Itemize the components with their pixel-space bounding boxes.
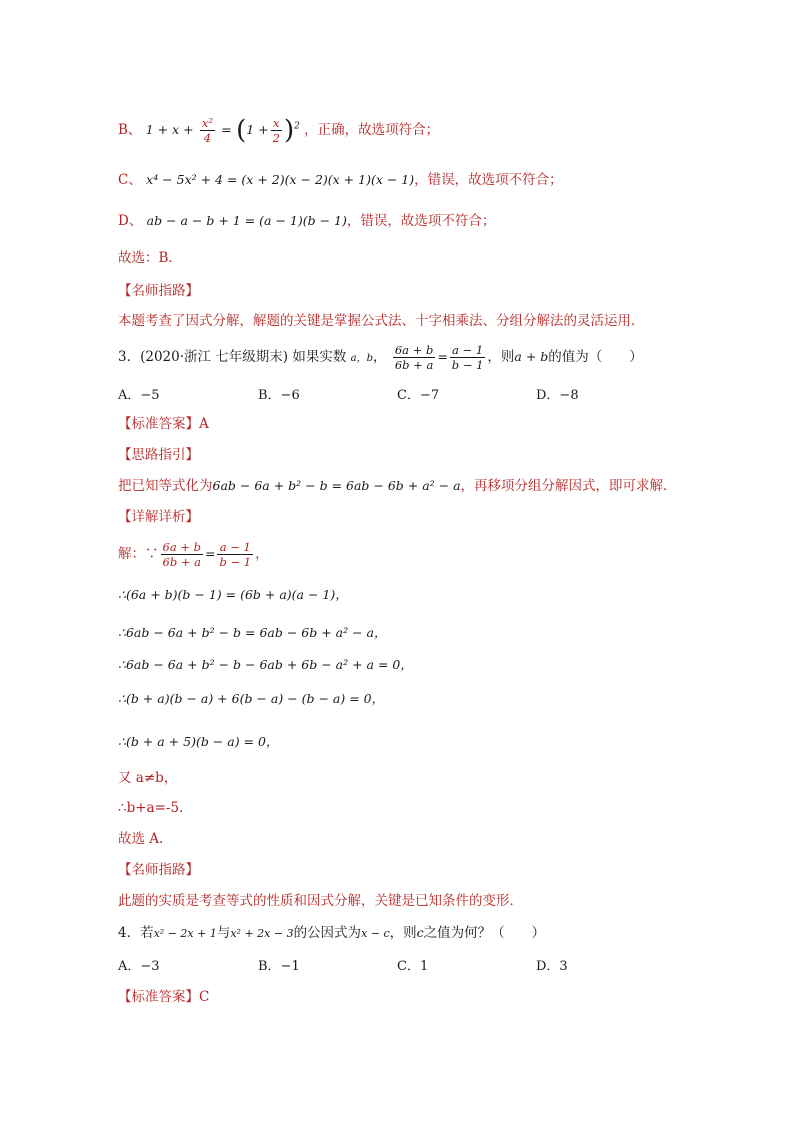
- q4-stem-pre: 4．若: [118, 925, 154, 941]
- q3-choose: 故选 A.: [118, 831, 164, 847]
- q4-post2: 之值为何？（ ）: [423, 925, 546, 941]
- q3-option-a[interactable]: A．−5: [118, 388, 160, 403]
- left-paren: (: [236, 115, 247, 146]
- q3-fraction-1: [393, 343, 435, 372]
- question-3-stem: [118, 343, 643, 372]
- q3-f1-num: 6a + b: [394, 343, 434, 357]
- q3-detail-heading: 【详解详析】: [118, 509, 199, 525]
- q4-mid: 与: [216, 925, 231, 941]
- frac-num: x²: [201, 116, 213, 130]
- q3-hint-post: ，再移项分组分解因式，即可求解．: [460, 478, 677, 494]
- q3-sol-fraction-2: [217, 540, 253, 569]
- option-d-line: [118, 211, 495, 231]
- q3-sol-pre: 解：∵: [118, 546, 159, 562]
- q3-hint-line: [118, 476, 677, 496]
- equals: =: [221, 122, 232, 137]
- option-b-expr-left: 1 + x +: [145, 122, 194, 137]
- q3-sol-fraction-1: [161, 540, 203, 569]
- q4-option-a[interactable]: A．−3: [118, 959, 160, 974]
- q3-sol-f2-den: b − 1: [219, 555, 252, 569]
- q3-vars: a，b: [350, 353, 374, 364]
- option-c-prefix: C、: [118, 172, 142, 188]
- q3-fraction-2: [450, 343, 486, 372]
- q3-sol-f2-num: a − 1: [217, 540, 253, 555]
- option-d-comment: ，错误，故选项不符合；: [346, 213, 496, 229]
- frac2-num: x: [271, 116, 282, 131]
- q3-answer-heading: 【标准答案】A: [118, 416, 209, 432]
- option-d-prefix: D、: [118, 213, 143, 229]
- q3-solution-line: [118, 540, 269, 569]
- q3-f2-num: a − 1: [450, 343, 486, 358]
- option-b-fraction2: [271, 116, 282, 145]
- q4-post: ，则: [389, 925, 417, 941]
- q3-sep: ，: [373, 349, 387, 365]
- q4-e2: x² + 2x − 3: [230, 927, 294, 940]
- q4-c: c: [416, 925, 424, 940]
- option-c-comment: ，错误，故选项不符合；: [414, 172, 563, 188]
- q3-sol-f1-num: 6a + b: [162, 540, 201, 554]
- q3-option-d[interactable]: D．−8: [536, 388, 579, 403]
- frac-den: 4: [203, 131, 212, 145]
- q4-e3: x − c: [361, 927, 390, 940]
- paren-inner: 1 +: [246, 122, 269, 137]
- tip-heading-1: 【名师指路】: [118, 283, 199, 299]
- q3-eq: =: [437, 349, 448, 364]
- q3-step-6: 又 a≠b，: [118, 770, 178, 786]
- q3-option-b[interactable]: B．−6: [258, 388, 300, 403]
- option-b-prefix: B、: [118, 122, 142, 138]
- q3-step-4: ∴(b + a)(b − a) + 6(b − a) − (b − a) = 0，: [118, 691, 385, 706]
- q3-hint-pre: 把已知等式化为: [118, 478, 213, 494]
- option-c-expr: x⁴ − 5x² + 4 = (x + 2)(x − 2)(x + 1)(x − 1): [146, 172, 415, 187]
- q3-hint-heading: 【思路指引】: [118, 447, 199, 463]
- q3-tip-heading: 【名师指路】: [118, 862, 199, 878]
- right-paren: ): [283, 115, 295, 146]
- q4-option-c[interactable]: C．1: [397, 959, 429, 974]
- tip-text-1: 本题考查了因式分解，解题的关键是掌握公式法、十字相乘法、分组分解法的灵活运用．: [118, 313, 645, 329]
- q3-hint-expr: 6ab − 6a + b² − b = 6ab − 6b + a² − a: [212, 478, 461, 493]
- option-d-expr: ab − a − b + 1 = (a − 1)(b − 1): [146, 213, 347, 228]
- frac2-den: 2: [272, 131, 280, 145]
- q3-step-3: ∴6ab − 6a + b² − b − 6ab + 6b − a² + a = 0，: [118, 657, 413, 672]
- q3-post-b: 的值为（ ）: [548, 349, 643, 365]
- q3-step-5: ∴(b + a + 5)(b − a) = 0，: [118, 734, 279, 749]
- q4-e1: x² − 2x + 1: [153, 927, 217, 940]
- option-b-line: [118, 116, 439, 145]
- q3-tip-text: 此题的实质是考查等式的性质和因式分解，关键是已知条件的变形．: [118, 893, 523, 909]
- q3-sol-post: ，: [255, 546, 269, 562]
- q4-mid2: 的公因式为: [293, 925, 362, 941]
- q3-step-1: ∴(6a + b)(b − 1) = (6b + a)(a − 1)，: [118, 587, 348, 602]
- q3-option-c[interactable]: C．−7: [397, 388, 440, 403]
- q4-option-b[interactable]: B．−1: [258, 959, 300, 974]
- q4-option-d[interactable]: D．3: [536, 959, 568, 974]
- power: 2: [294, 121, 300, 132]
- option-b-fraction: [200, 116, 215, 145]
- choose-answer-1: 故选：B．: [118, 250, 182, 266]
- q3-f1-den: 6b + a: [394, 358, 434, 372]
- q3-post-a: ，则: [487, 349, 515, 365]
- question-4-stem: [118, 923, 545, 944]
- q3-sol-eq: =: [204, 546, 216, 561]
- q3-stem-pre: 3．(2020·浙江 七年级期末) 如果实数: [118, 349, 347, 365]
- q3-step-2: ∴6ab − 6a + b² − b = 6ab − 6b + a² − a，: [118, 625, 387, 640]
- option-b-comment: ，正确，故选项符合；: [304, 122, 440, 138]
- q3-f2-den: b − 1: [451, 358, 484, 372]
- q4-answer-heading: 【标准答案】C: [118, 989, 210, 1005]
- option-c-line: [118, 170, 563, 190]
- q3-expr: a + b: [514, 349, 549, 364]
- q3-step-7: ∴b+a=-5.: [118, 800, 184, 816]
- q3-sol-f1-den: 6b + a: [162, 555, 201, 569]
